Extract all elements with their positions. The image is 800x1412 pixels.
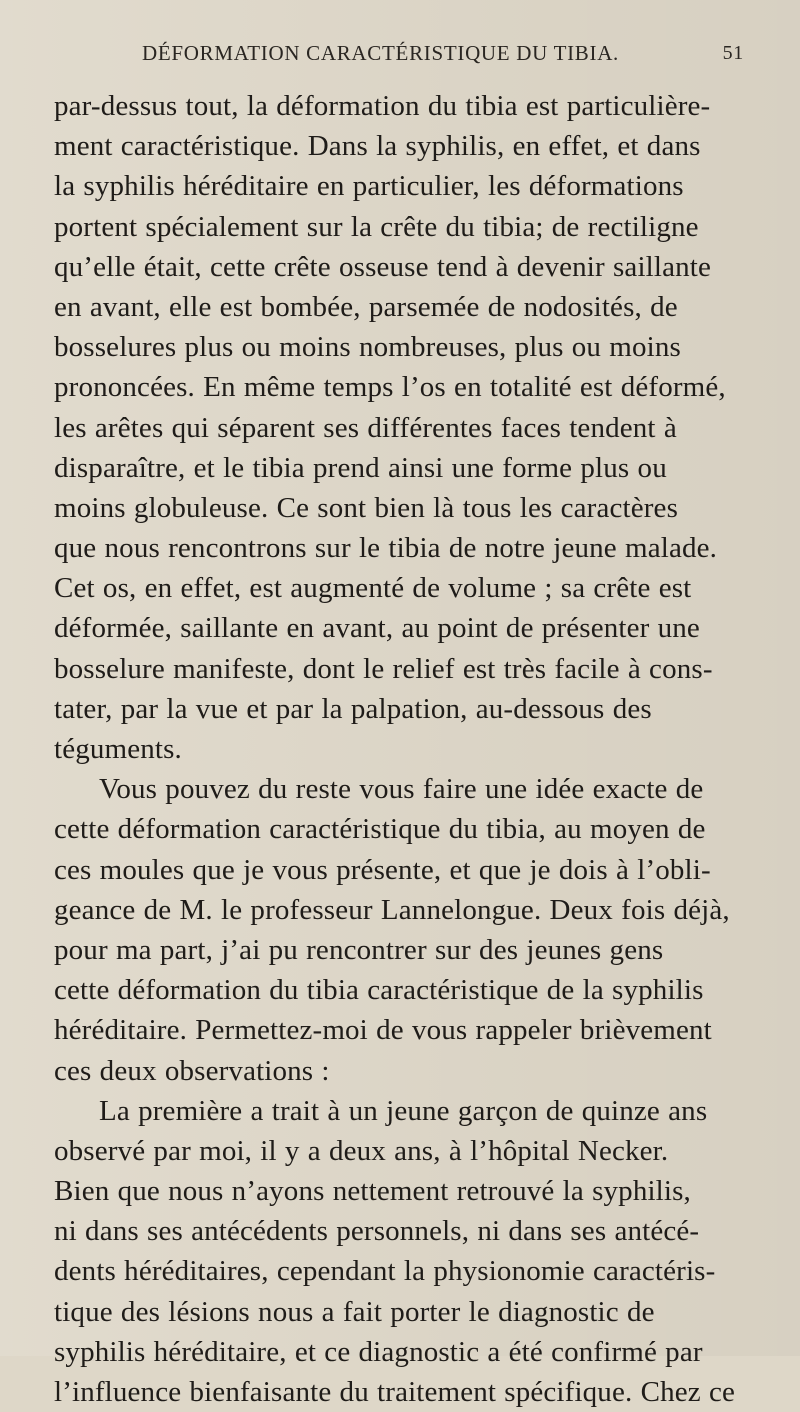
text-line: portent spécialement sur la crête du tibia; de rectiligne — [54, 210, 699, 243]
paragraph-first-line: La première a trait à un jeune garçon de quinze ans — [99, 1094, 708, 1127]
text-line: héréditaire. Permettez-moi de vous rappeler brièvement — [54, 1014, 712, 1047]
text-line: moins globuleuse. Ce sont bien là tous les caractères — [54, 491, 679, 524]
text-line: syphilis héréditaire, et ce diagnostic a été confirmé par — [54, 1335, 703, 1368]
text-line: geance de M. le professeur Lannelongue. Deux fois déjà, — [54, 893, 730, 926]
text-line: que nous rencontrons sur le tibia de notre jeune malade. — [54, 532, 718, 565]
text-line: l’influence bienfaisante du traitement spécifique. Chez ce — [54, 1376, 736, 1408]
text-line: qu’elle était, cette crête osseuse tend à devenir saillante — [54, 250, 711, 283]
text-line: cette déformation caractéristique du tibia, au moyen de — [54, 813, 706, 846]
text-line: prononcées. En même temps l’os en totalité est déformé, — [54, 371, 726, 404]
page-number: 51 — [722, 42, 744, 64]
text-line: cette déformation du tibia caractéristique de la syphilis — [54, 974, 704, 1007]
page-header — [142, 38, 744, 68]
body-text — [54, 86, 764, 1408]
paragraph-first-line: Vous pouvez du reste vous faire une idée exacte de — [99, 773, 704, 806]
text-line: par-dessus tout, la déformation du tibia est particulière- — [54, 90, 711, 122]
text-line: Cet os, en effet, est augmenté de volume ; sa crête est — [54, 572, 692, 605]
text-line: les arêtes qui séparent ses différentes faces tendent à — [54, 411, 677, 444]
text-line: pour ma part, j’ai pu rencontrer sur des jeunes gens — [54, 933, 664, 966]
text-line: tater, par la vue et par la palpation, au-dessous des — [54, 692, 652, 725]
text-line: observé par moi, il y a deux ans, à l’hôpital Necker. — [54, 1134, 669, 1167]
text-line: téguments. — [54, 733, 182, 765]
text-line: ni dans ses antécédents personnels, ni dans ses antécé- — [54, 1215, 700, 1248]
text-line: déformée, saillante en avant, au point de présenter une — [54, 612, 700, 645]
text-line: la syphilis héréditaire en particulier, les déformations — [54, 170, 684, 203]
text-line: dents héréditaires, cependant la physionomie caractéris- — [54, 1255, 716, 1288]
running-title: DÉFORMATION CARACTÉRISTIQUE DU TIBIA. — [142, 41, 620, 65]
text-line: Bien que nous n’ayons nettement retrouvé la syphilis, — [54, 1175, 691, 1208]
text-line: disparaître, et le tibia prend ainsi une forme plus ou — [54, 451, 667, 484]
text-line: bosselure manifeste, dont le relief est très facile à cons- — [54, 652, 713, 685]
text-line: ment caractéristique. Dans la syphilis, en effet, et dans — [54, 130, 701, 163]
text-line: bosselures plus ou moins nombreuses, plus ou moins — [54, 331, 681, 364]
text-line: ces moules que je vous présente, et que je dois à l’obli- — [54, 853, 711, 886]
text-line: tique des lésions nous a fait porter le diagnostic de — [54, 1295, 655, 1328]
text-line: en avant, elle est bombée, parsemée de nodosités, de — [54, 290, 678, 323]
text-line: ces deux observations : — [54, 1054, 330, 1087]
